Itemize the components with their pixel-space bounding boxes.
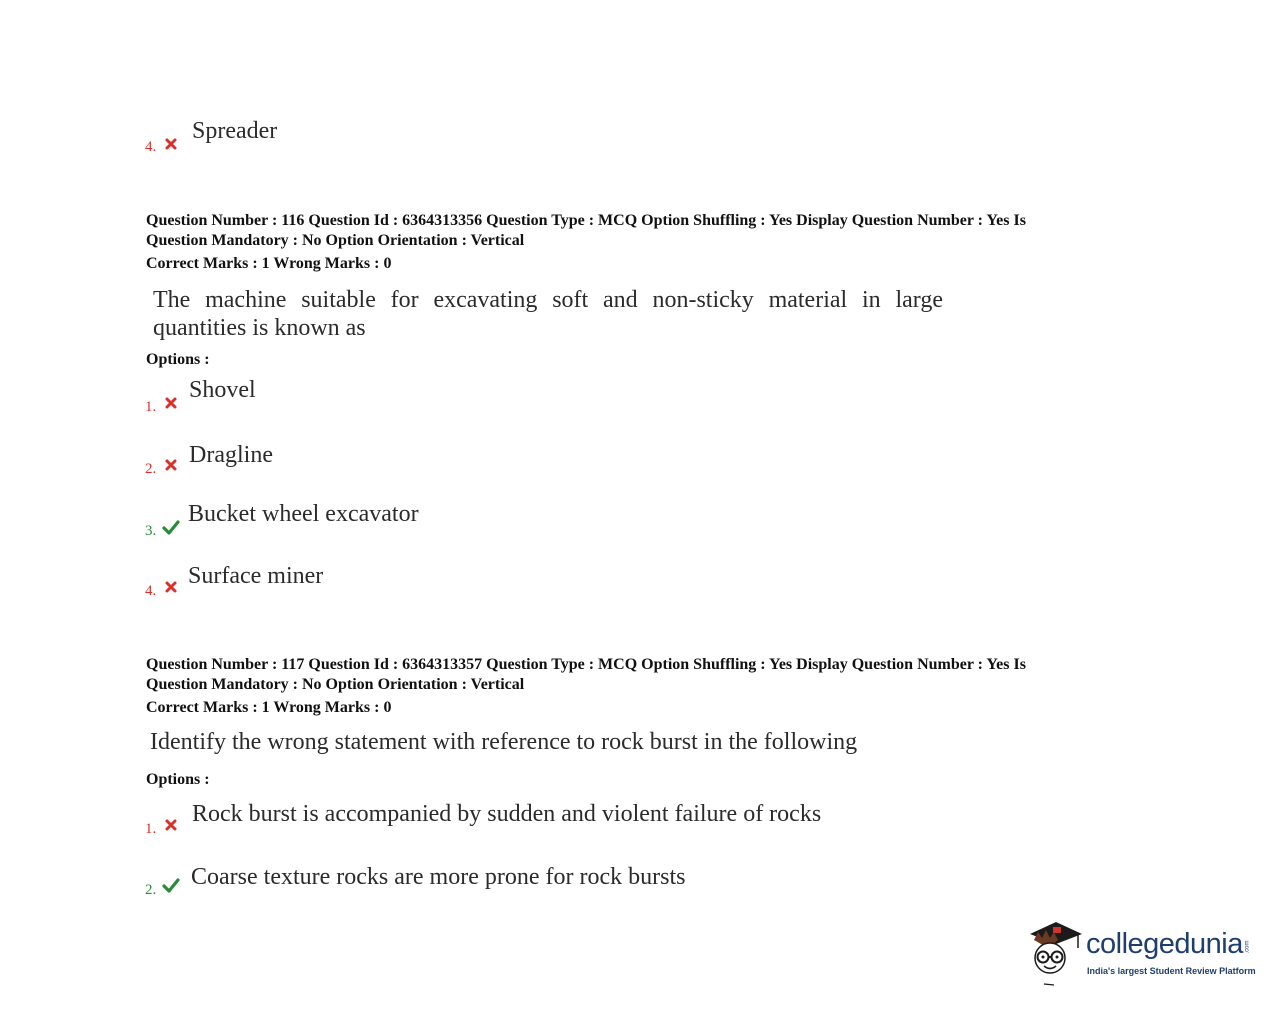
option-number: 4. xyxy=(145,583,157,599)
question-meta-line-1: Question Number : 116 Question Id : 6364313356 Question Type : MCQ Option Shuffling : Yes Display Question Number : Yes Is xyxy=(146,212,1026,229)
logo-wordmark: collegedunia xyxy=(1086,928,1243,960)
wrong-cross-icon xyxy=(164,580,178,594)
student-mascot-icon xyxy=(1026,918,1086,988)
logo-tagline: India's largest Student Review Platform xyxy=(1087,966,1256,976)
option-number: 2. xyxy=(145,882,157,898)
question-marks: Correct Marks : 1 Wrong Marks : 0 xyxy=(146,699,392,716)
option-text: Bucket wheel excavator xyxy=(188,501,419,527)
option-text: Spreader xyxy=(192,118,278,144)
option-number: 3. xyxy=(145,523,157,539)
wrong-cross-icon xyxy=(164,458,178,472)
question-meta xyxy=(146,211,1126,274)
question-text-line-2: quantities is known as xyxy=(153,315,366,341)
question-meta-line-2: Question Mandatory : No Option Orientation : Vertical xyxy=(146,676,525,693)
option-text: Rock burst is accompanied by sudden and violent failure of rocks xyxy=(192,801,822,827)
options-label: Options : xyxy=(146,771,210,788)
question-text-line-1: The machine suitable for excavating soft and non-sticky material in large xyxy=(153,287,943,313)
option-number: 1. xyxy=(145,399,157,415)
question-marks: Correct Marks : 1 Wrong Marks : 0 xyxy=(146,255,392,272)
option-text: Dragline xyxy=(189,442,273,468)
logo-domain-suffix: .com xyxy=(1244,940,1251,954)
option-text: Coarse texture rocks are more prone for rock bursts xyxy=(191,864,686,890)
option-number: 1. xyxy=(145,821,157,837)
wrong-cross-icon xyxy=(164,396,178,410)
question-text: Identify the wrong statement with reference to rock burst in the following xyxy=(150,729,858,755)
question-meta xyxy=(146,655,1126,718)
wrong-cross-icon xyxy=(164,818,178,832)
question-meta-line-2: Question Mandatory : No Option Orientation : Vertical xyxy=(146,232,525,249)
option-number: 4. xyxy=(145,139,157,155)
options-label: Options : xyxy=(146,351,210,368)
correct-check-icon xyxy=(162,877,180,893)
option-text: Shovel xyxy=(189,377,256,403)
wrong-cross-icon xyxy=(164,137,178,151)
correct-check-icon xyxy=(162,519,180,535)
option-text: Surface miner xyxy=(188,563,324,589)
option-number: 2. xyxy=(145,461,157,477)
question-meta-line-1: Question Number : 117 Question Id : 6364313357 Question Type : MCQ Option Shuffling : Yes Display Question Number : Yes Is xyxy=(146,656,1026,673)
collegedunia-logo[interactable] xyxy=(1026,918,1256,988)
